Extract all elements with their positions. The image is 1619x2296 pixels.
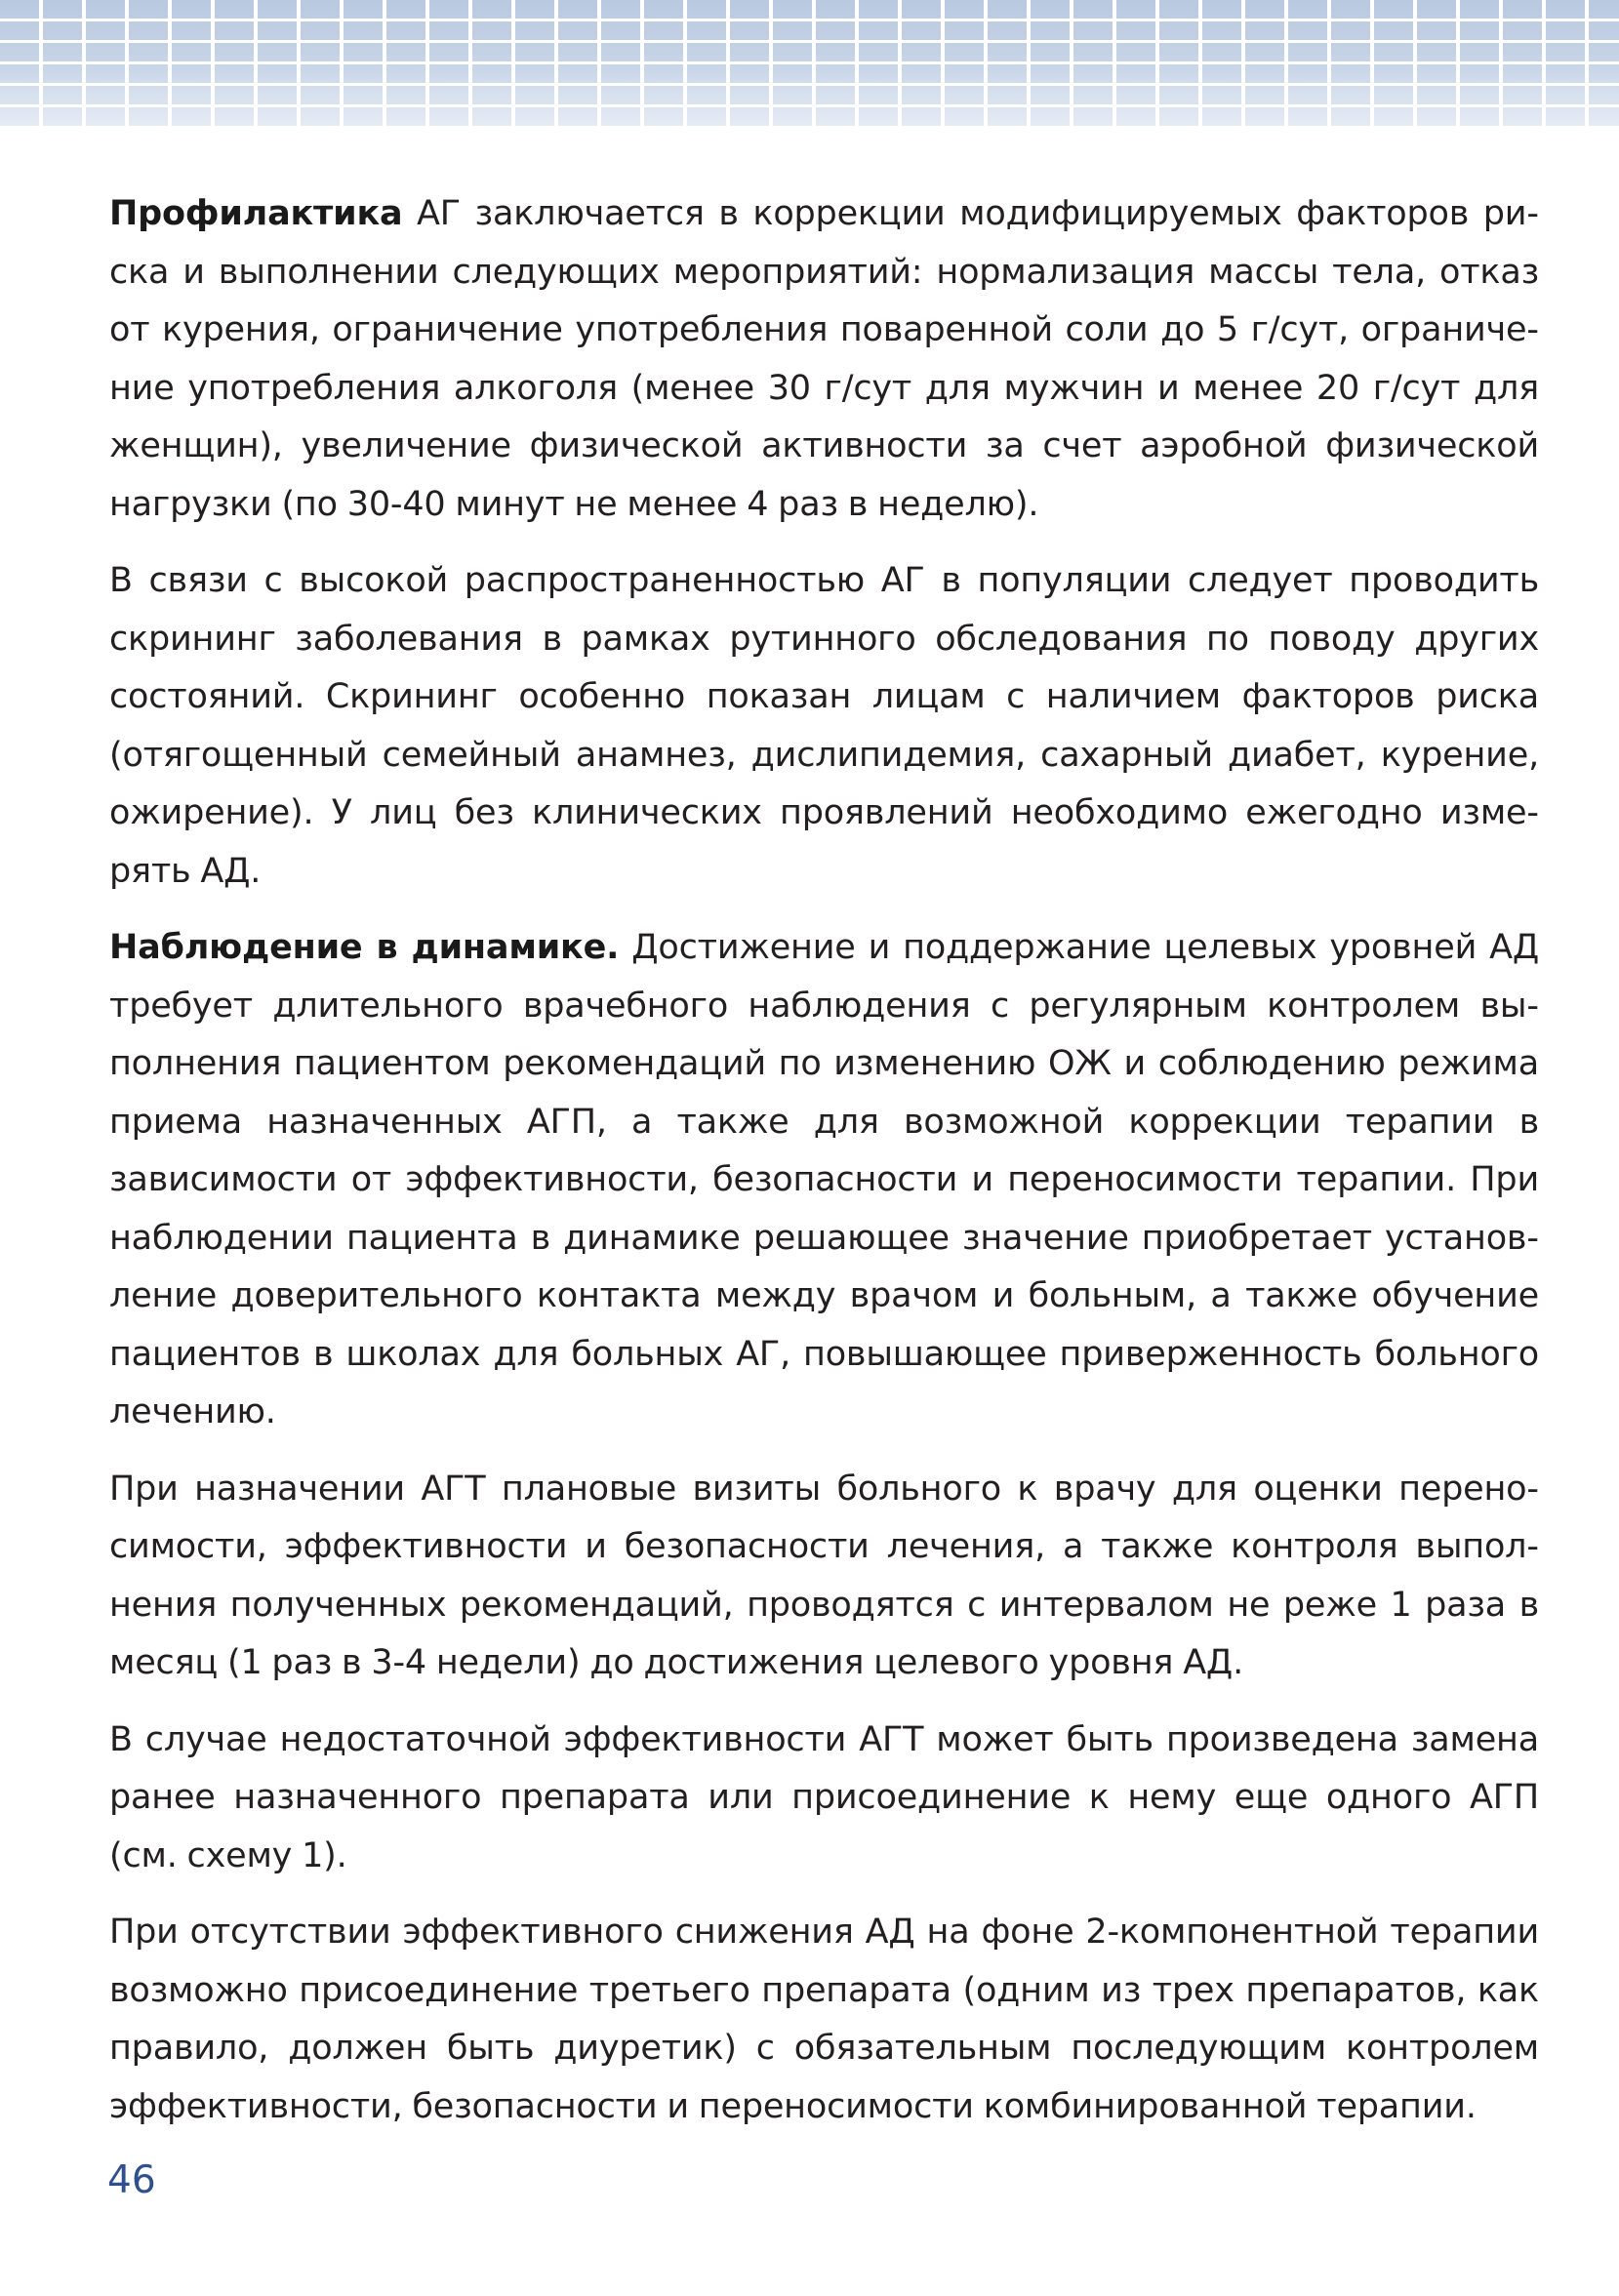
page-number: 46 xyxy=(107,2158,156,2202)
paragraph-triple-therapy xyxy=(109,1904,1539,2136)
paragraph-text: При назначении АГТ плановые визиты больного к врачу для оценки переносимости, эффективности и безопасности лечения, а также контроля выполнения полученных рекомендаций, проводятся с интервалом не реже 1 раза в месяц (1 раз в 3-4 недели) до достижения целевого уровня АД. xyxy=(109,1469,1539,1682)
paragraph-planned-visits xyxy=(109,1461,1539,1693)
paragraph-follow-up xyxy=(109,919,1539,1442)
paragraph-lead: Наблюдение в динамике. xyxy=(109,928,620,967)
paragraph-text: При отсутствии эффективного снижения АД на фоне 2-компонентной терапии возможно присоединение третьего препарата (одним из трех препаратов, как правило, должен быть диуретик) с обязательным последующим контролем эффективности, безопасности и переносимости комбинированной терапии. xyxy=(109,1913,1539,2126)
paragraph-text: В связи с высокой распространенностью АГ в популяции следует проводить скрининг заболевания в рамках рутинного обследования по поводу других состояний. Скрининг особенно показан лицам с наличием факторов риска (отягощенный семейный анамнез, дислипидемия, сахарный диабет, курение, ожирение). У лиц без клинических проявлений необходимо ежегодно измерять АД. xyxy=(109,561,1539,891)
page-body xyxy=(109,185,1539,2155)
paragraph-insufficient-efficacy xyxy=(109,1712,1539,1886)
paragraph-text: Достижение и поддержание целевых уровней АД требует длительного врачебного наблюдения с регулярным контролем выполнения пациентом рекомендаций по изменению ОЖ и соблюдению режима приема назначенных АГП, а также для возможной коррекции терапии в зависимости от эффективности, безопасности и переносимости терапии. При наблюдении пациента в динамике решающее значение приобретает установление доверительного контакта между врачом и больным, а также обучение пациентов в школах для больных АГ, повышающее приверженность больного лечению. xyxy=(109,928,1539,1431)
paragraph-prevention xyxy=(109,185,1539,534)
header-decorative-band xyxy=(0,0,1619,127)
paragraph-lead: Профилактика xyxy=(109,194,403,233)
paragraph-screening xyxy=(109,552,1539,901)
paragraph-text: АГ заключается в коррекции модифицируемых факторов риска и выполнении следующих мероприятий: нормализация массы тела, отказ от курения, ограничение употребления поваренной соли до 5 г/сут, ограничение употребления алкоголя (менее 30 г/сут для мужчин и менее 20 г/сут для женщин), увеличение физической активности за счет аэробной физической нагрузки (по 30-40 минут не менее 4 раз в неделю). xyxy=(109,194,1539,524)
paragraph-text: В случае недостаточной эффективности АГТ может быть произведена замена ранее назначенного препарата или присоединение к нему еще одного АГП (см. схему 1). xyxy=(109,1719,1539,1875)
